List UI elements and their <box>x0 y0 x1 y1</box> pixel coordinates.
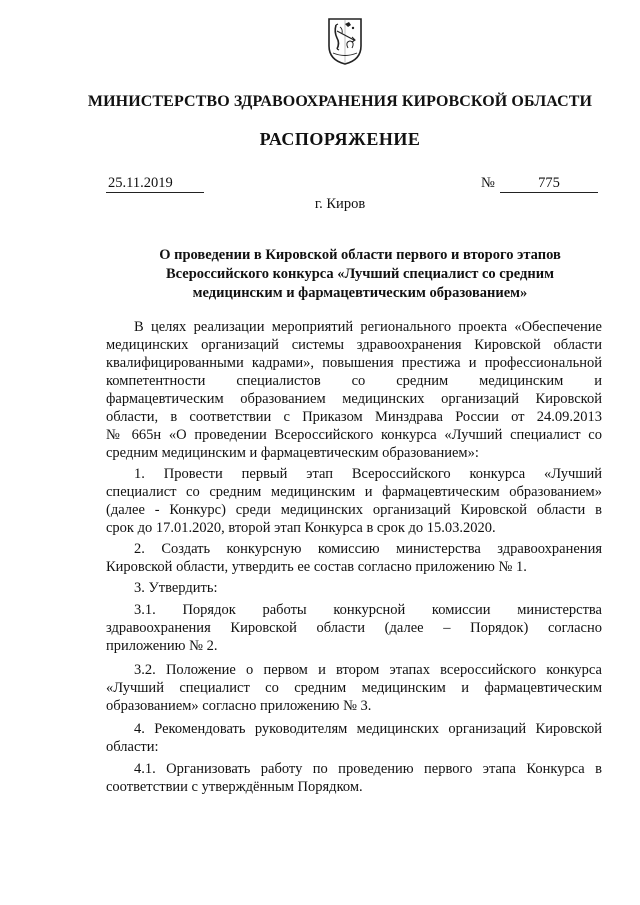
text-line: здравоохранения Кировской области (далее – Порядок) согласно <box>106 620 602 636</box>
paragraph-3-1 <box>106 601 602 655</box>
document-date: 25.11.2019 <box>106 175 204 193</box>
title-line: О проведении в Кировской области первого и второго этапов <box>159 247 561 263</box>
text-line: «Лучший специалист со средним медицинским и фармацевтическим <box>106 680 602 696</box>
ministry-name: МИНИСТЕРСТВО ЗДРАВООХРАНЕНИЯ КИРОВСКОЙ ОБЛАСТИ <box>87 93 593 110</box>
title-line: Всероссийского конкурса «Лучший специалист со средним <box>166 266 554 282</box>
document-type: РАСПОРЯЖЕНИЕ <box>259 129 421 149</box>
text-line: (далее - Конкурс) среди медицинских организаций Кировской области в <box>106 502 602 518</box>
text-line: средним медицинским и фармацевтическим образованием»: <box>106 445 479 461</box>
text-line: квалифицированными кадрами», повышения престижа и профессиональной <box>106 355 602 371</box>
text-line: 4.1. Организовать работу по проведению первого этапа Конкурса в <box>134 761 602 777</box>
text-line: приложению № 2. <box>106 638 218 654</box>
text-line: медицинских организаций системы здравоохранения Кировской области <box>106 337 602 353</box>
text-line: Кировской области, утвердить ее состав согласно приложению № 1. <box>106 559 527 575</box>
document-title <box>120 246 600 303</box>
text-line: 1. Провести первый этап Всероссийского конкурса «Лучший <box>134 466 602 482</box>
paragraph-4 <box>106 720 602 756</box>
text-line: образованием» согласно приложению № 3. <box>106 698 372 714</box>
text-line: 4. Рекомендовать руководителям медицинских организаций Кировской <box>134 721 602 737</box>
text-line: 3.1. Порядок работы конкурсной комиссии министерства <box>134 602 602 618</box>
text-line: № 665н «О проведении Всероссийского конкурса «Лучший специалист со <box>106 427 602 443</box>
paragraph-2 <box>106 540 602 576</box>
text-line: области, в соответствии с Приказом Минздрава России от 24.09.2013 <box>106 409 602 425</box>
document-body <box>106 318 602 799</box>
document-number: 775 <box>500 175 598 193</box>
text-line: специалист со средним медицинским и фармацевтическим образованием» <box>106 484 602 500</box>
title-line: медицинским и фармацевтическим образованием» <box>192 285 528 301</box>
text-line: соответствии с утверждённым Порядком. <box>106 779 363 795</box>
intro-paragraph <box>106 318 602 462</box>
paragraph-3 <box>106 579 602 597</box>
paragraph-3-2 <box>106 661 602 715</box>
text-line: 3. Утвердить: <box>134 580 218 596</box>
city-name: г. Киров <box>314 196 366 212</box>
text-line: компетентности специалистов со средним медицинским и <box>106 373 602 389</box>
text-line: области: <box>106 739 159 755</box>
text-line: срок до 17.01.2020, второй этап Конкурса в срок до 15.03.2020. <box>106 520 496 536</box>
text-line: В целях реализации мероприятий регионального проекта «Обеспечение <box>134 319 602 335</box>
coat-of-arms-icon <box>325 16 365 66</box>
paragraph-1 <box>106 465 602 537</box>
text-line: 2. Создать конкурсную комиссию министерства здравоохранения <box>134 541 602 557</box>
text-line: фармацевтическим образованием медицинских организаций Кировской <box>106 391 602 407</box>
text-line: 3.2. Положение о первом и втором этапах всероссийского конкурса <box>134 662 602 678</box>
paragraph-4-1 <box>106 760 602 796</box>
number-label: № <box>481 175 495 191</box>
